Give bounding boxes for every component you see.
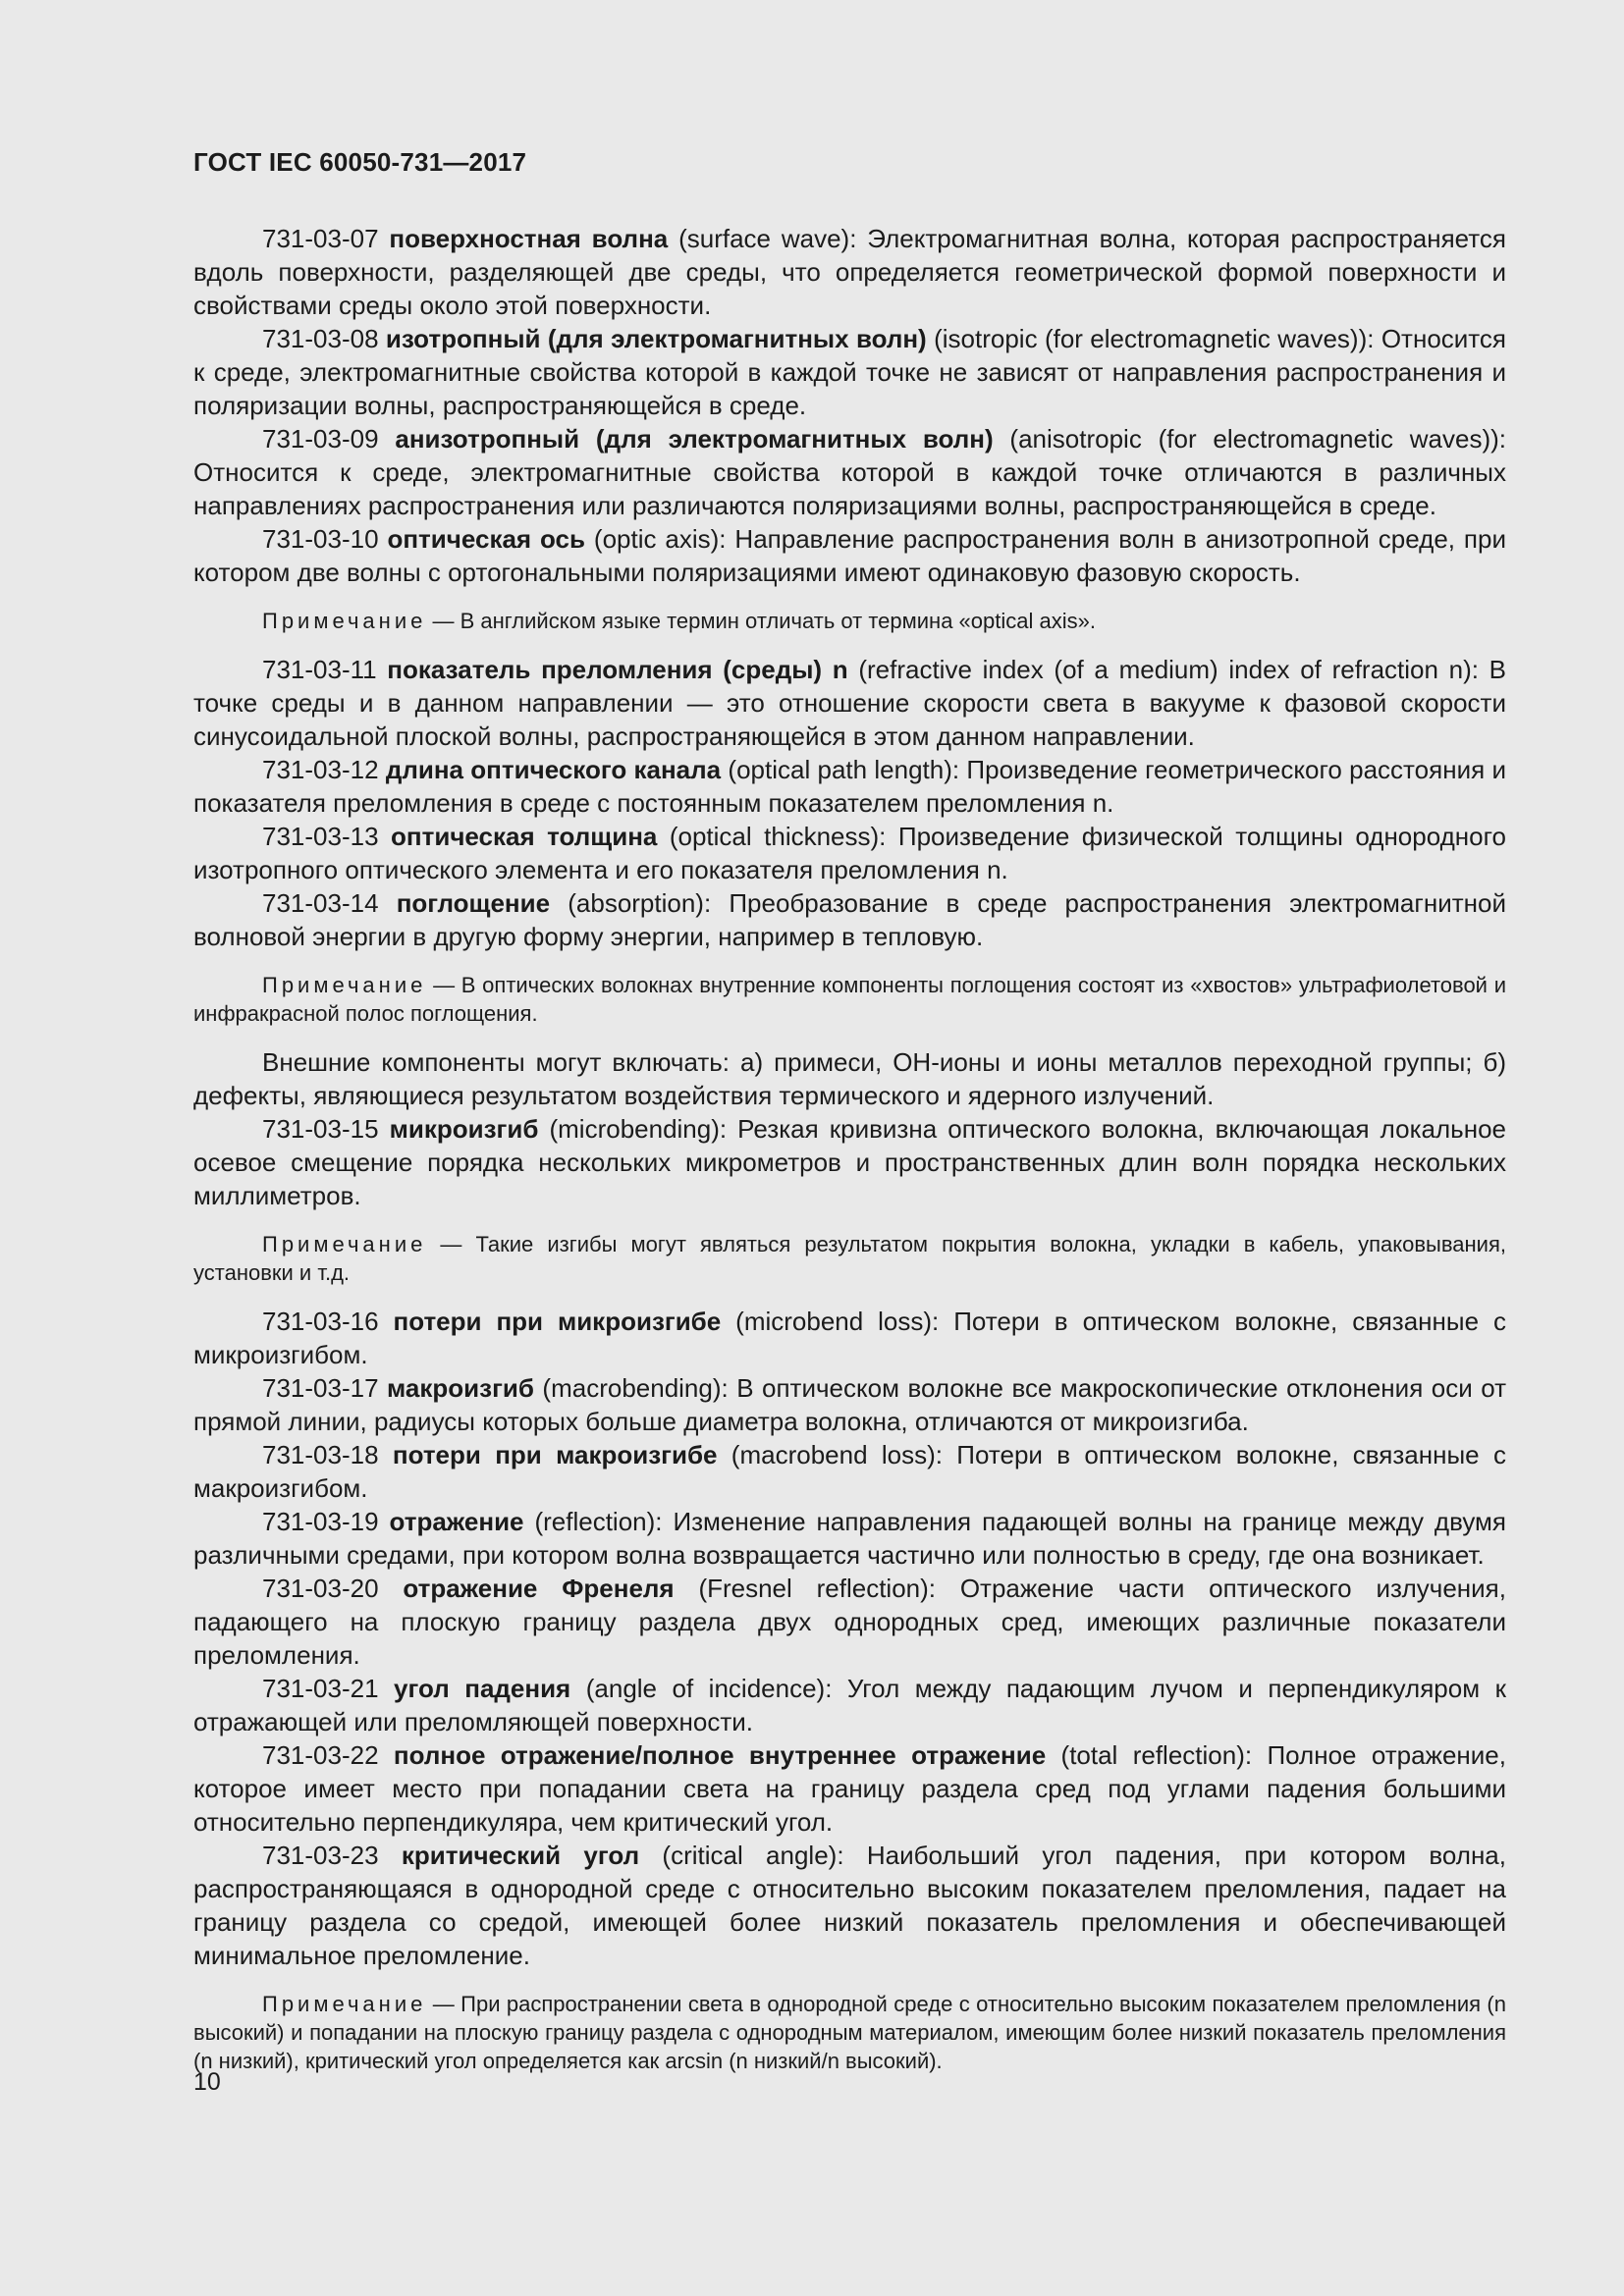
term-definition: (macrobending): В оптическом волокне все макроскопические отклонения оси от прямой линии, радиусы которых больше диаметра волокна, отличаются от микроизгиба. <box>193 1373 1506 1436</box>
note-label: Примечание <box>262 1232 427 1256</box>
term-name: изотропный (для электромагнитных волн) <box>385 324 927 353</box>
note-label: Примечание <box>262 609 427 633</box>
term-name: показатель преломления (среды) n <box>387 655 848 684</box>
term-entry <box>193 1572 1506 1672</box>
term-code: 731-03-07 <box>262 224 379 253</box>
term-code: 731-03-19 <box>262 1507 379 1536</box>
term-name: макроизгиб <box>387 1373 534 1403</box>
term-code: 731-03-21 <box>262 1674 379 1703</box>
term-definition: (optical path length): Произведение геометрического расстояния и показателя преломления в среде с постоянным показателем преломления n. <box>193 755 1506 818</box>
term-entry <box>193 1505 1506 1572</box>
term-code: 731-03-18 <box>262 1440 379 1469</box>
term-name: полное отражение/полное внутреннее отражение <box>393 1740 1047 1770</box>
term-entry <box>193 753 1506 820</box>
term-definition: (Fresnel reflection): Отражение части оптического излучения, падающего на плоскую границу раздела двух однородных сред, имеющих различные показатели преломления. <box>193 1574 1506 1670</box>
term-entry <box>193 522 1506 589</box>
note-text: — В оптических волокнах внутренние компоненты поглощения состоят из «хвостов» ультрафиолетовой и инфракрасной полос поглощения. <box>193 973 1506 1026</box>
term-name: отражение <box>389 1507 524 1536</box>
term-code: 731-03-14 <box>262 888 379 918</box>
term-code: 731-03-08 <box>262 324 379 353</box>
term-name: длина оптического канала <box>385 755 722 784</box>
term-code: 731-03-10 <box>262 524 379 554</box>
term-definition: (microbending): Резкая кривизна оптического волокна, включающая локальное осевое смещение порядка нескольких микрометров и пространственных длин волн порядка нескольких миллиметров. <box>193 1114 1506 1210</box>
term-code: 731-03-17 <box>262 1373 379 1403</box>
term-name: потери при макроизгибе <box>392 1440 718 1469</box>
term-entry <box>193 1672 1506 1738</box>
term-entry <box>193 820 1506 886</box>
term-code: 731-03-12 <box>262 755 379 784</box>
term-entry <box>193 1738 1506 1839</box>
term-name: анизотропный (для электромагнитных волн) <box>395 424 994 454</box>
term-definition: (refractive index (of a medium) index of refraction n): В точке среды и в данном направлении — это отношение скорости света в вакууме к фазовой скорости синусоидальной плоской волны, распространяющейся в этом данном направлении. <box>193 655 1506 751</box>
term-code: 731-03-22 <box>262 1740 379 1770</box>
term-name: угол падения <box>394 1674 571 1703</box>
term-definition: (total reflection): Полное отражение, которое имеет место при попадании света на границу раздела сред под углами падения большими относительно перпендикуляра, чем критический угол. <box>193 1740 1506 1837</box>
term-definition: (surface wave): Электромагнитная волна, которая распространяется вдоль поверхности, разделяющей две среды, что определяется геометрической формой поверхности и свойствами среды около этой поверхности. <box>193 224 1506 320</box>
term-code: 731-03-20 <box>262 1574 379 1603</box>
note <box>193 1990 1506 2075</box>
term-code: 731-03-16 <box>262 1307 379 1336</box>
term-name: отражение Френеля <box>403 1574 675 1603</box>
term-definition: (critical angle): Наибольший угол падения, при котором волна, распространяющаяся в однородной среде с относительно высоким показателем преломления, падает на границу раздела со средой, имеющей более низкий показатель преломления и обеспечивающей минимальное преломление. <box>193 1841 1506 1970</box>
term-entry <box>193 1112 1506 1212</box>
plain-paragraph: Внешние компоненты могут включать: а) примеси, ОН-ионы и ионы металлов переходной группы; б) дефекты, являющиеся результатом воздействия термического и ядерного излучений. <box>193 1047 1506 1110</box>
term-entry <box>193 886 1506 953</box>
term-definition: (reflection): Изменение направления падающей волны на границе между двумя различными средами, при котором волна возвращается частично или полностью в среду, где она возникает. <box>193 1507 1506 1570</box>
note-text: — Такие изгибы могут являться результатом покрытия волокна, укладки в кабель, упаковывания, установки и т.д. <box>193 1232 1506 1285</box>
term-definition: (isotropic (for electromagnetic waves)): Относится к среде, электромагнитные свойства которой в каждой точке не зависят от направления распространения и поляризации волны, распространяющейся в среде. <box>193 324 1506 420</box>
note-label: Примечание <box>262 973 427 997</box>
note <box>193 971 1506 1028</box>
term-definition: (microbend loss): Потери в оптическом волокне, связанные с микроизгибом. <box>193 1307 1506 1369</box>
document-body <box>193 222 1506 2093</box>
term-code: 731-03-15 <box>262 1114 379 1144</box>
page-number: 10 <box>193 2068 221 2096</box>
term-definition: (optical thickness): Произведение физической толщины однородного изотропного оптического элемента и его показателя преломления n. <box>193 822 1506 884</box>
term-entry <box>193 1305 1506 1371</box>
term-name: оптическая толщина <box>391 822 658 851</box>
term-definition: (angle of incidence): Угол между падающим лучом и перпендикуляром к отражающей или преломляющей поверхности. <box>193 1674 1506 1736</box>
term-name: критический угол <box>401 1841 640 1870</box>
term-definition: (absorption): Преобразование в среде распространения электромагнитной волновой энергии в другую форму энергии, например в тепловую. <box>193 888 1506 951</box>
note-text: — При распространении света в однородной среде с относительно высоким показателем преломления (n высокий) и попадании на плоскую границу раздела с однородным материалом, имеющим более низкий показатель преломления (n низкий), критический угол определяется как arcsin (n низкий/n высокий). <box>193 1992 1506 2073</box>
document-header: ГОСТ IEC 60050-731—2017 <box>193 147 527 177</box>
term-code: 731-03-11 <box>262 655 377 684</box>
term-code: 731-03-13 <box>262 822 379 851</box>
term-definition: (macrobend loss): Потери в оптическом волокне, связанные с макроизгибом. <box>193 1440 1506 1503</box>
term-code: 731-03-09 <box>262 424 379 454</box>
note <box>193 607 1506 635</box>
note <box>193 1230 1506 1287</box>
term-name: оптическая ось <box>387 524 585 554</box>
term-code: 731-03-23 <box>262 1841 379 1870</box>
term-entry <box>193 1371 1506 1438</box>
term-entry <box>193 1438 1506 1505</box>
term-definition: (optic axis): Направление распространения волн в анизотропной среде, при котором две волны с ортогональными поляризациями имеют одинаковую фазовую скорость. <box>193 524 1506 587</box>
term-entry <box>193 422 1506 522</box>
term-name: поверхностная волна <box>389 224 669 253</box>
term-name: микроизгиб <box>389 1114 539 1144</box>
term-entry <box>193 322 1506 422</box>
term-entry <box>193 1839 1506 1972</box>
term-name: потери при микроизгибе <box>393 1307 722 1336</box>
term-entry <box>193 222 1506 322</box>
term-entry <box>193 653 1506 753</box>
note-text: — В английском языке термин отличать от термина «optical axis». <box>432 609 1096 633</box>
note-label: Примечание <box>262 1992 427 2016</box>
term-definition: (anisotropic (for electromagnetic waves)): Относится к среде, электромагнитные свойства которой в каждой точке отличаются в различных направлениях распространения или различаются поляризациями волны, распространяющейся в среде. <box>193 424 1506 520</box>
term-name: поглощение <box>396 888 551 918</box>
